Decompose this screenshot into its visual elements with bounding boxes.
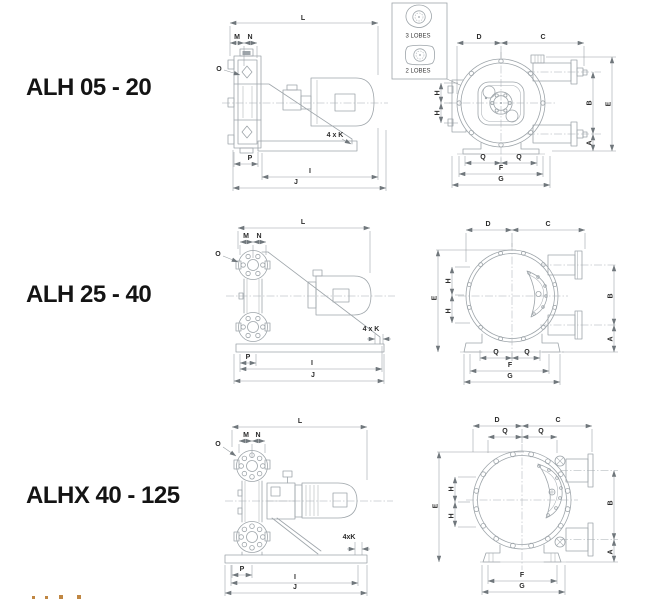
dim-label-G: G bbox=[498, 176, 504, 183]
row2-side-view bbox=[215, 219, 395, 384]
dim-label-B: B bbox=[586, 100, 594, 106]
inset-label-3-lobes: 3 LOBES bbox=[405, 33, 431, 40]
dim-label-H: H bbox=[448, 513, 456, 519]
dim-label-E: E bbox=[432, 503, 440, 509]
model-label-alh-05-20: ALH 05 - 20 bbox=[26, 74, 152, 101]
dim-label-F: F bbox=[498, 165, 504, 172]
dim-label-I: I bbox=[309, 168, 311, 175]
dim-label-L: L bbox=[300, 15, 306, 22]
dim-label-B: B bbox=[607, 293, 615, 299]
dim-label-H: H bbox=[445, 278, 453, 284]
dim-label-N: N bbox=[247, 34, 253, 41]
dim-label-O: O bbox=[215, 251, 221, 258]
model-label-alhx-40-125: ALHX 40 - 125 bbox=[26, 482, 180, 509]
dim-label-H: H bbox=[445, 308, 453, 314]
dim-label-4xK: 4 x K bbox=[326, 132, 344, 139]
dim-label-O: O bbox=[216, 66, 222, 73]
dim-label-Q: Q bbox=[502, 428, 508, 435]
dim-label-I: I bbox=[294, 574, 296, 581]
dim-label-P: P bbox=[247, 155, 253, 162]
motor bbox=[308, 270, 371, 315]
dim-label-H: H bbox=[434, 110, 442, 116]
dim-label-4xK: 4 x K bbox=[362, 326, 380, 333]
support-brace bbox=[272, 518, 321, 554]
dim-label-G: G bbox=[507, 373, 513, 380]
dim-label-P: P bbox=[245, 354, 251, 361]
dim-label-E: E bbox=[431, 295, 439, 301]
dim-label-O: O bbox=[215, 441, 221, 448]
base-plate bbox=[225, 555, 367, 563]
dim-label-G: G bbox=[519, 583, 525, 590]
dim-label-J: J bbox=[311, 372, 315, 379]
row3-front-view bbox=[433, 417, 619, 595]
dim-label-N: N bbox=[255, 432, 261, 439]
footer-cropped-marks bbox=[32, 595, 81, 599]
row1-side-view bbox=[216, 15, 388, 191]
dim-label-D: D bbox=[485, 221, 491, 228]
dim-label-4xK: 4xK bbox=[342, 534, 356, 541]
dim-label-Q: Q bbox=[516, 154, 522, 161]
dim-label-I: I bbox=[311, 360, 313, 367]
row2-front-view bbox=[432, 221, 619, 385]
model-label-alh-25-40: ALH 25 - 40 bbox=[26, 281, 152, 308]
dim-label-Q: Q bbox=[538, 428, 544, 435]
dim-label-J: J bbox=[294, 179, 298, 186]
row3-side-view bbox=[215, 418, 393, 596]
pump-head bbox=[234, 451, 270, 556]
dim-label-M: M bbox=[234, 34, 240, 41]
dim-label-Q: Q bbox=[524, 349, 530, 356]
dim-label-D: D bbox=[494, 417, 500, 424]
dim-label-A: A bbox=[607, 336, 615, 342]
inset-label-2-lobes: 2 LOBES bbox=[405, 68, 431, 75]
dim-label-C: C bbox=[545, 221, 551, 228]
dim-label-H: H bbox=[434, 90, 442, 96]
base-plate bbox=[258, 141, 357, 151]
base-plate bbox=[236, 344, 384, 352]
dim-label-A: A bbox=[607, 549, 615, 555]
gearbox bbox=[267, 471, 302, 519]
port-top bbox=[531, 55, 587, 84]
dim-label-C: C bbox=[540, 34, 546, 41]
dim-label-F: F bbox=[507, 362, 513, 369]
dim-label-C: C bbox=[555, 417, 561, 424]
dim-label-P: P bbox=[239, 566, 245, 573]
dim-label-F: F bbox=[519, 572, 525, 579]
dim-label-B: B bbox=[607, 500, 615, 506]
dim-label-M: M bbox=[243, 432, 249, 439]
dim-label-Q: Q bbox=[480, 154, 486, 161]
row2-side-dimensions bbox=[215, 219, 391, 384]
dim-label-D: D bbox=[476, 34, 482, 41]
dim-label-N: N bbox=[256, 233, 262, 240]
dim-label-M: M bbox=[243, 233, 249, 240]
dim-label-J: J bbox=[293, 584, 297, 591]
row1-front-view bbox=[435, 34, 617, 188]
dim-label-L: L bbox=[300, 219, 306, 226]
dim-label-Q: Q bbox=[493, 349, 499, 356]
dim-label-E: E bbox=[605, 101, 613, 107]
dim-label-H: H bbox=[448, 486, 456, 492]
motor bbox=[302, 483, 357, 518]
dim-label-A: A bbox=[586, 140, 594, 146]
pump-head bbox=[228, 49, 261, 153]
dim-label-L: L bbox=[297, 418, 303, 425]
